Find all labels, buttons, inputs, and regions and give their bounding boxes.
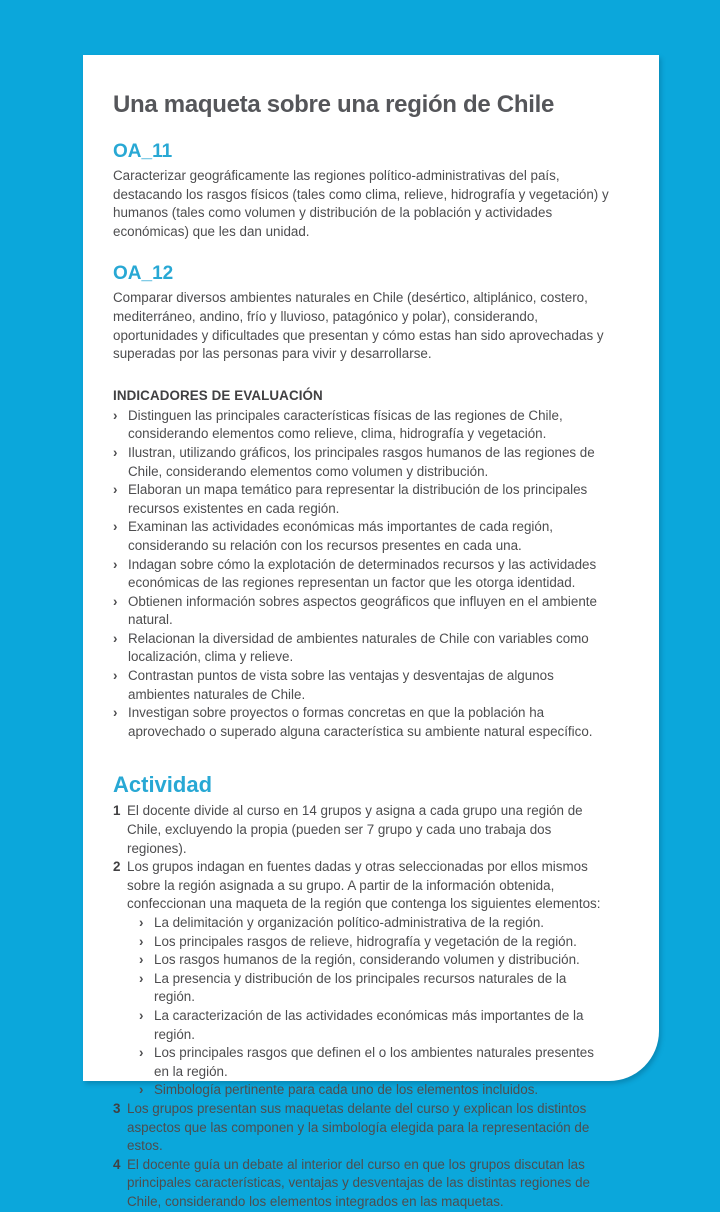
step-number: 2 <box>113 859 121 875</box>
activity-step <box>113 858 611 1100</box>
list-item <box>113 593 611 630</box>
maqueta-elements-list <box>139 914 611 1100</box>
list-item <box>113 481 611 518</box>
element-text: Los principales rasgos de relieve, hidrografía y vegetación de la región. <box>154 933 577 949</box>
bullet-icon: › <box>113 556 118 572</box>
step-number: 4 <box>113 1156 121 1172</box>
step-number: 3 <box>113 1100 121 1116</box>
indicator-text: Examinan las actividades económicas más importantes de cada región, considerando su relación con los recursos presentes en cada una. <box>128 519 554 553</box>
list-item <box>113 518 611 555</box>
list-item <box>139 1081 611 1100</box>
list-item <box>113 407 611 444</box>
bullet-icon: › <box>113 593 118 609</box>
indicator-text: Investigan sobre proyectos o formas concretas en que la población ha aprovechado o superado alguna característica su ambiente natural específico. <box>128 705 593 739</box>
bullet-icon: › <box>113 519 118 535</box>
section-heading-oa11: OA_11 <box>113 141 173 162</box>
indicator-text: Relacionan la diversidad de ambientes naturales de Chile con variables como localización, clima y relieve. <box>128 630 589 665</box>
list-item <box>113 704 611 741</box>
oa11-description: Caracterizar geográficamente las regiones político-administrativas del país, destacando los rasgos físicos (tales como clima, relieve, hidrografía y vegetación) y humanos (tales como volumen y distribución de la población y actividades económicas) que les dan unidad. <box>113 168 609 239</box>
bullet-icon: › <box>113 407 118 423</box>
activity-step <box>113 1100 611 1156</box>
bullet-icon: › <box>113 668 118 684</box>
bullet-icon: › <box>113 482 118 498</box>
list-item <box>113 630 611 667</box>
list-item <box>139 933 611 952</box>
evaluation-indicators-heading: INDICADORES DE EVALUACIÓN <box>113 387 323 403</box>
indicator-text: Elaboran un mapa temático para representar la distribución de los principales recursos existentes en cada región. <box>128 482 588 516</box>
activity-heading: Actividad <box>113 772 213 798</box>
list-item <box>139 914 611 933</box>
element-text: Simbología pertinente para cada uno de los elementos incluidos. <box>154 1082 539 1098</box>
bullet-icon: › <box>113 705 118 721</box>
bullet-icon: › <box>139 1045 144 1061</box>
step-text: El docente divide al curso en 14 grupos y asigna a cada grupo una región de Chile, excluyendo la propia (pueden ser 7 grupo y cada uno trabaja dos regiones). <box>127 803 583 856</box>
activity-step <box>113 802 611 858</box>
indicator-text: Contrastan puntos de vista sobre las ventajas y desventajas de algunos ambientes naturales de Chile. <box>128 668 554 702</box>
list-item <box>139 1044 611 1081</box>
list-item <box>113 556 611 593</box>
element-text: Los rasgos humanos de la región, considerando volumen y distribución. <box>154 952 580 968</box>
bullet-icon: › <box>139 952 144 968</box>
list-item <box>113 667 611 704</box>
element-text: La caracterización de las actividades económicas más importantes de la región. <box>154 1007 584 1042</box>
section-heading-oa12: OA_12 <box>113 263 174 285</box>
step-text: Los grupos presentan sus maquetas delante del curso y explican los distintos aspectos que las componen y la simbología elegida para la representación de estos. <box>127 1100 590 1154</box>
indicator-text: Indagan sobre cómo la explotación de determinados recursos y las actividades económicas de las regiones representan un factor que les otorga identidad. <box>128 556 597 591</box>
list-item <box>139 951 611 970</box>
indicator-text: Distinguen las principales características físicas de las regiones de Chile, considerando elementos como relieve, clima, hidrografía y vegetación. <box>128 407 563 442</box>
list-item <box>139 1007 611 1044</box>
bullet-icon: › <box>139 1082 144 1098</box>
bullet-icon: › <box>139 1007 144 1023</box>
bullet-icon: › <box>139 970 144 986</box>
indicator-text: Obtienen información sobres aspectos geográficos que influyen en el ambiente natural. <box>128 593 597 628</box>
page-title: Una maqueta sobre una región de Chile <box>113 91 554 118</box>
step-number: 1 <box>113 803 121 819</box>
list-item <box>139 970 611 1007</box>
evaluation-indicators-list <box>113 407 611 742</box>
step-text: Los grupos indagan en fuentes dadas y otras seleccionadas por ellos mismos sobre la región asignada a su grupo. A partir de la información obtenida, confeccionan una maqueta de la región que contenga los siguientes elementos: <box>127 859 601 912</box>
bullet-icon: › <box>113 444 118 460</box>
activity-step <box>113 1156 611 1212</box>
element-text: Los principales rasgos que definen el o los ambientes naturales presentes en la región. <box>154 1045 594 1079</box>
bullet-icon: › <box>139 915 144 930</box>
activity-steps-list <box>113 802 611 1211</box>
step-text: El docente guía un debate al interior del curso en que los grupos discutan las principales características, ventajas y desventajas de las distintas regiones de Chile, considerando los elementos integrados en las maquetas. <box>127 1156 590 1209</box>
step-body <box>127 858 611 1100</box>
bullet-icon: › <box>113 630 118 646</box>
indicator-text: Ilustran, utilizando gráficos, los principales rasgos humanos de las regiones de Chile, considerando elementos como volumen y distribución. <box>128 444 595 479</box>
element-text: La presencia y distribución de los principales recursos naturales de la región. <box>154 970 567 1005</box>
oa12-description: Comparar diversos ambientes naturales en Chile (desértico, altiplánico, costero, mediterráneo, andino, frío y lluvioso, patagónico y polar), considerando, oportunidades y dificultades que presentan y cómo estas han sido aprovechadas y superadas por las personas para vivir y desarrollarse. <box>113 290 604 362</box>
bullet-icon: › <box>139 933 144 949</box>
list-item <box>113 444 611 481</box>
element-text: La delimitación y organización político-administrativa de la región. <box>154 915 545 930</box>
document-page <box>83 55 659 1209</box>
